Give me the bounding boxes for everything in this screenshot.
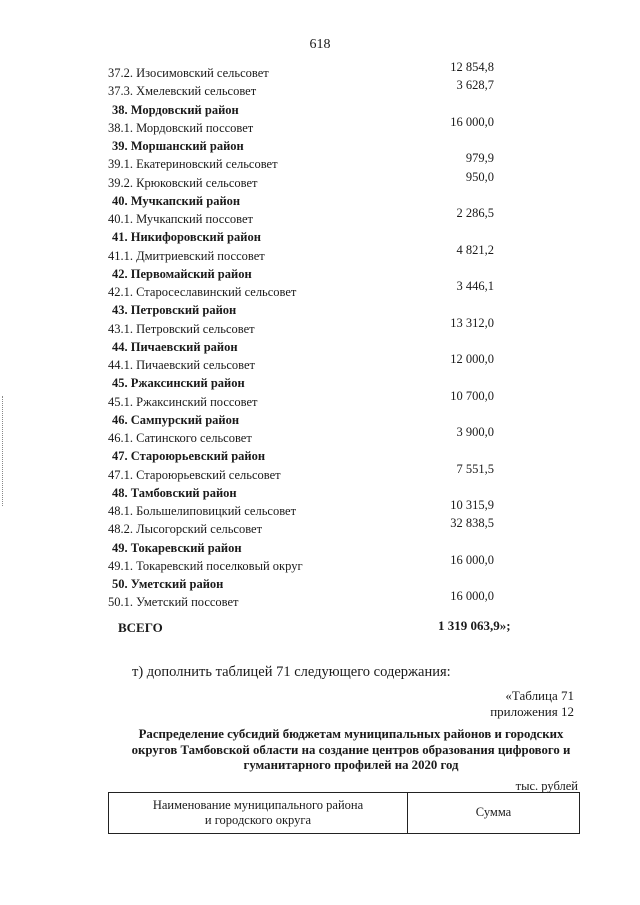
table-reference-line1: «Таблица 71 bbox=[505, 688, 574, 703]
amount-value: 12 000,0 bbox=[450, 352, 494, 366]
settlement-row bbox=[108, 552, 528, 577]
settlement-row bbox=[108, 279, 528, 303]
table-title-line3: гуманитарного профилей на 2020 год bbox=[243, 758, 459, 772]
settlement-name: 40.1. Мучкапский поссовет bbox=[108, 212, 253, 226]
amount-value: 950,0 bbox=[465, 169, 494, 184]
district-name: 45. Ржаксинский район bbox=[112, 376, 245, 391]
units-label: тыс. рублей bbox=[515, 779, 578, 793]
settlement-name: 39.2. Крюковский сельсовет bbox=[108, 175, 258, 190]
amount-value: 16 000,0 bbox=[450, 552, 494, 567]
settlement-name: 42.1. Старосеславинский сельсовет bbox=[108, 285, 297, 299]
settlement-row bbox=[108, 169, 528, 194]
district-name: 48. Тамбовский район bbox=[112, 485, 237, 500]
amount-value: 4 821,2 bbox=[456, 242, 494, 257]
amount-value: 979,9 bbox=[465, 151, 494, 166]
table-reference bbox=[490, 688, 574, 720]
header-sum-column: Сумма bbox=[475, 805, 512, 819]
total-amount: 1 319 063,9»; bbox=[438, 617, 511, 633]
district-name: 46. Сампурский район bbox=[112, 412, 240, 427]
district-name: 39. Моршанский район bbox=[112, 139, 244, 153]
settlement-name: 41.1. Дмитриевский поссовет bbox=[108, 248, 265, 263]
amount-value: 7 551,5 bbox=[456, 461, 494, 476]
settlement-name: 44.1. Пичаевский сельсовет bbox=[108, 358, 256, 372]
scan-margin-marks bbox=[2, 396, 6, 506]
amount-value: 10 700,0 bbox=[450, 388, 494, 403]
settlement-row bbox=[108, 206, 528, 230]
settlement-row bbox=[108, 78, 528, 102]
settlement-name: 45.1. Ржаксинский поссовет bbox=[108, 394, 258, 409]
settlement-name: 48.1. Большелиповицкий сельсовет bbox=[108, 504, 297, 518]
table-title-line1: Распределение субсидий бюджетам муниципальных районов и городских bbox=[138, 727, 564, 741]
amount-value: 3 446,1 bbox=[456, 279, 494, 293]
subsidy-table bbox=[108, 60, 528, 638]
settlement-row bbox=[108, 388, 528, 413]
amount-value: 10 315,9 bbox=[450, 498, 494, 512]
settlement-name: 43.1. Петровский сельсовет bbox=[108, 321, 255, 336]
page-number: 618 bbox=[309, 37, 331, 52]
settlement-name: 37.3. Хмелевский сельсовет bbox=[108, 84, 257, 99]
district-name: 50. Уметский район bbox=[112, 577, 224, 591]
settlement-name: 50.1. Уметский поссовет bbox=[108, 595, 239, 610]
table-header bbox=[108, 792, 580, 834]
settlement-row bbox=[108, 589, 528, 613]
settlement-name: 39.1. Екатериновский сельсовет bbox=[108, 157, 278, 172]
settlement-row bbox=[108, 425, 528, 449]
settlement-name: 38.1. Мордовский поссовет bbox=[108, 120, 254, 135]
settlement-row bbox=[108, 352, 528, 376]
settlement-row bbox=[108, 315, 528, 340]
amount-value: 3 628,7 bbox=[456, 78, 494, 93]
amount-value: 16 000,0 bbox=[450, 114, 494, 129]
amount-value: 13 312,0 bbox=[450, 315, 494, 330]
district-name: 42. Первомайский район bbox=[112, 266, 252, 281]
settlement-name: 49.1. Токаревский поселковый округ bbox=[108, 558, 303, 573]
settlement-name: 37.2. Изосимовский сельсовет bbox=[108, 66, 269, 80]
total-row bbox=[108, 616, 528, 638]
table-title bbox=[108, 727, 594, 774]
settlement-row bbox=[108, 114, 528, 139]
settlement-row bbox=[108, 242, 528, 267]
header-name-column bbox=[109, 793, 408, 833]
district-name: 49. Токаревский район bbox=[112, 540, 242, 555]
header-name-line1: Наименование муниципального района bbox=[152, 798, 364, 812]
amount-value: 16 000,0 bbox=[450, 589, 494, 604]
amount-value: 32 838,5 bbox=[450, 516, 494, 531]
district-name: 43. Петровский район bbox=[112, 303, 237, 318]
total-label: ВСЕГО bbox=[118, 619, 163, 635]
table-title-line2: округов Тамбовской области на создание центров образования цифрового и bbox=[131, 742, 571, 757]
district-name: 44. Пичаевский район bbox=[112, 339, 238, 354]
header-name-line2: и городского округа bbox=[204, 813, 312, 827]
district-name: 41. Никифоровский район bbox=[112, 230, 261, 245]
settlement-row bbox=[108, 461, 528, 486]
amount-value: 12 854,8 bbox=[450, 60, 494, 74]
settlement-name: 47.1. Староюрьевский сельсовет bbox=[108, 467, 281, 482]
table-reference-line2: приложения 12 bbox=[490, 704, 574, 719]
amount-value: 2 286,5 bbox=[456, 206, 494, 220]
intro-text: т) дополнить таблицей 71 следующего содержания: bbox=[132, 664, 451, 680]
amount-value: 3 900,0 bbox=[456, 425, 494, 439]
settlement-name: 48.2. Лысогорский сельсовет bbox=[108, 522, 263, 537]
settlement-name: 46.1. Сатинского сельсовет bbox=[108, 431, 252, 445]
settlement-row bbox=[108, 516, 528, 540]
district-name: 47. Староюрьевский район bbox=[112, 449, 266, 464]
district-name: 38. Мордовский район bbox=[112, 102, 239, 117]
district-name: 40. Мучкапский район bbox=[112, 193, 241, 208]
